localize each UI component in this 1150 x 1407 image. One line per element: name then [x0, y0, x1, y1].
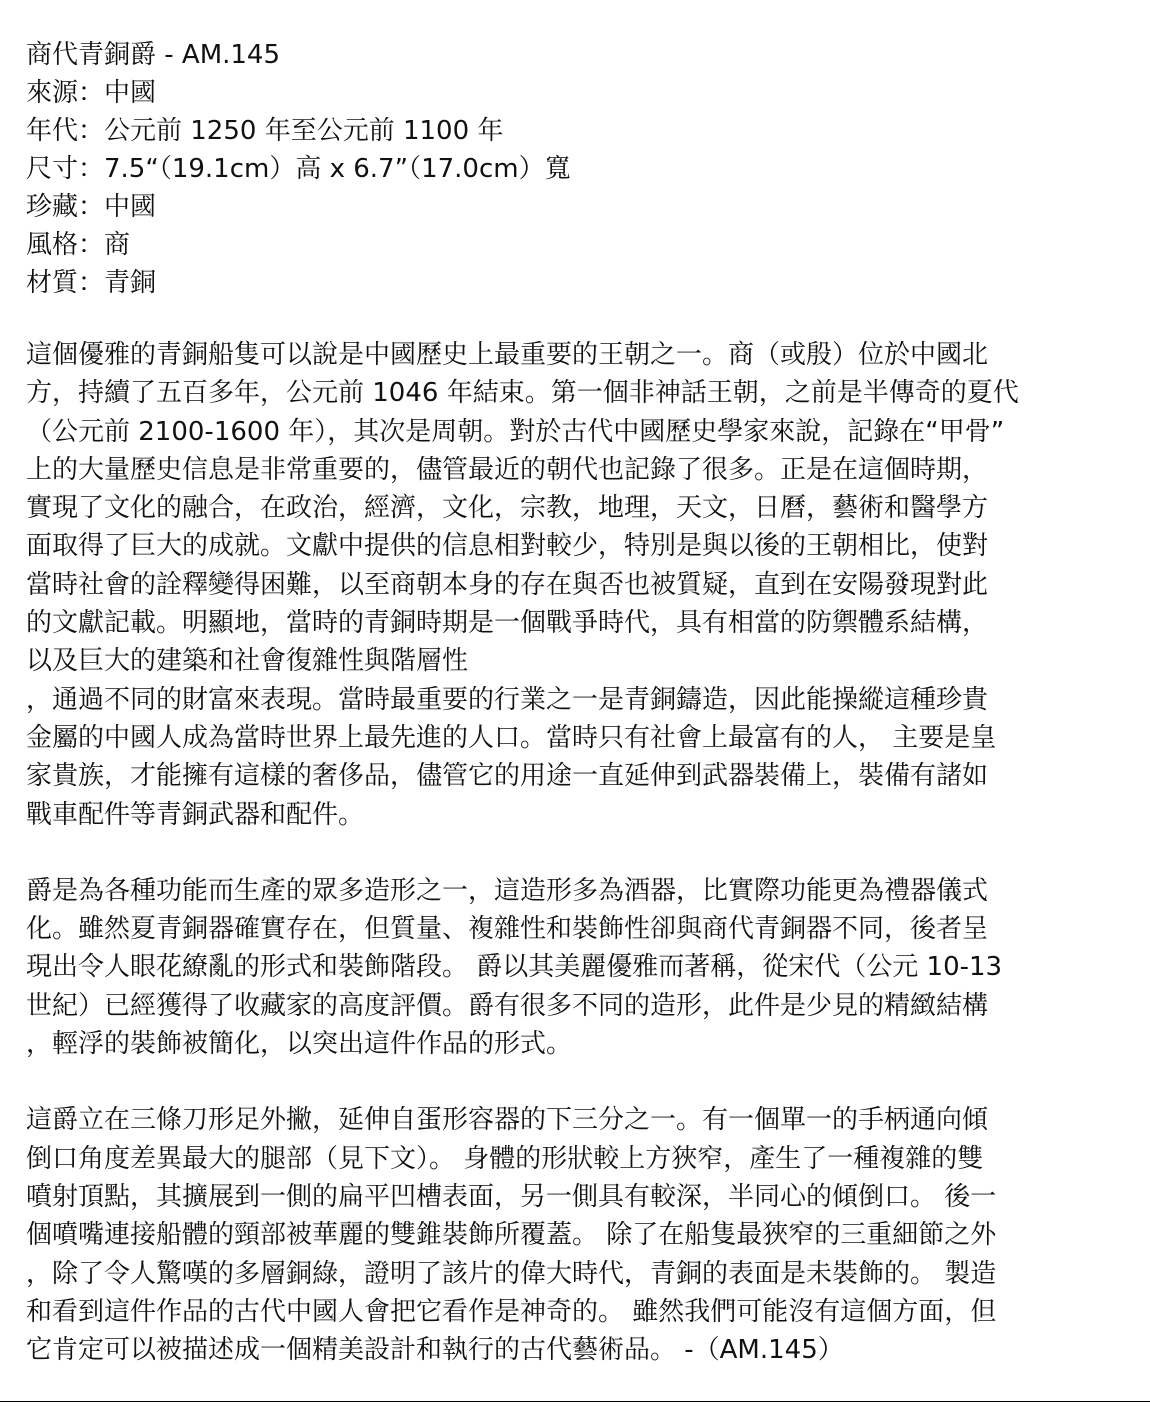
text-line: 它肯定可以被描述成一個精美設計和執行的古代藝術品。 -（AM.145）: [26, 1335, 844, 1366]
text-line: 面取得了巨大的成就。文獻中提供的信息相對較少，特別是與以後的王朝相比，使對: [26, 531, 989, 562]
date-line: 年代：公元前 1250 年至公元前 1100 年: [26, 116, 504, 146]
text-line: 方，持續了五百多年，公元前 1046 年結束。第一個非神話王朝，之前是半傳奇的夏代: [26, 378, 1019, 409]
text-line: 個噴嘴連接船體的頸部被華麗的雙錐裝飾所覆蓋。 除了在船隻最狹窄的三重細節之外: [26, 1220, 997, 1251]
jue-form-paragraph: [26, 872, 1126, 1063]
text-line: 實現了文化的融合，在政治，經濟，文化，宗教，地理，天文，日曆，藝術和醫學方: [26, 493, 989, 524]
text-line: （公元前 2100-1600 年），其次是周朝。對於古代中國歷史學家來說，記錄在“甲骨”: [26, 416, 1005, 447]
text-line: ，除了令人驚嘆的多層銅綠，證明了該片的偉大時代，青銅的表面是未裝飾的。 製造: [26, 1258, 997, 1289]
description-paragraph: [26, 1101, 1126, 1369]
text-line: 化。雖然夏青銅器確實存在，但質量、複雜性和裝飾性卻與商代青銅器不同，後者呈: [26, 914, 989, 945]
text-line: 以及巨大的建築和社會復雜性與階層性: [26, 646, 469, 677]
document-title: 商代青銅爵 - AM.145: [26, 40, 281, 70]
style-line: 風格：商: [26, 230, 131, 260]
text-line: 這爵立在三條刀形足外撇，延伸自蛋形容器的下三分之一。有一個單一的手柄通向傾: [26, 1105, 989, 1136]
bottom-divider: [0, 1401, 1150, 1402]
text-line: 世紀）已經獲得了收藏家的高度評價。爵有很多不同的造形，此件是少見的精緻結構: [26, 990, 989, 1021]
text-line: 噴射頂點，其擴展到一側的扁平凹槽表面，另一側具有較深，半同心的傾倒口。 後一: [26, 1181, 997, 1212]
history-paragraph: [26, 336, 1126, 834]
text-line: 和看到這件作品的古代中國人會把它看作是神奇的。 雖然我們可能沒有這個方面，但: [26, 1296, 997, 1327]
text-line: 金屬的中國人成為當時世界上最先進的人口。當時只有社會上最富有的人， 主要是皇: [26, 722, 997, 753]
artifact-details: [26, 36, 1126, 302]
text-line: 家貴族，才能擁有這樣的奢侈品，儘管它的用途一直延伸到武器裝備上，裝備有諸如: [26, 761, 989, 792]
text-line: 當時社會的詮釋變得困難，以至商朝本身的存在與否也被質疑，直到在安陽發現對此: [26, 569, 989, 600]
collection-line: 珍藏：中國: [26, 192, 157, 222]
size-line: 尺寸：7.5“（19.1cm）高 x 6.7”（17.0cm）寬: [26, 154, 571, 184]
text-line: 現出令人眼花繚亂的形式和裝飾階段。 爵以其美麗優雅而著稱，從宋代（公元 10-13: [26, 952, 1003, 983]
text-line: 倒口角度差異最大的腿部（見下文）。 身體的形狀較上方狹窄，產生了一種複雜的雙: [26, 1143, 984, 1174]
text-line: 這個優雅的青銅船隻可以說是中國歷史上最重要的王朝之一。商（或殷）位於中國北: [26, 340, 989, 370]
material-line: 材質：青銅: [26, 268, 157, 298]
text-line: 的文獻記載。明顯地，當時的青銅時期是一個戰爭時代，具有相當的防禦體系結構，: [26, 608, 989, 639]
origin-line: 來源：中國: [26, 78, 157, 108]
text-line: 戰車配件等青銅武器和配件。: [26, 799, 365, 830]
text-line: 爵是為各種功能而生產的眾多造形之一，這造形多為酒器，比實際功能更為禮器儀式: [26, 875, 989, 906]
text-line: 上的大量歷史信息是非常重要的，儘管最近的朝代也記錄了很多。正是在這個時期，: [26, 454, 989, 485]
document-body: [26, 36, 1126, 1407]
text-line: ，通過不同的財富來表現。當時最重要的行業之一是青銅鑄造，因此能操縱這種珍貴: [26, 684, 989, 715]
text-line: ，輕浮的裝飾被簡化，以突出這件作品的形式。: [26, 1029, 573, 1060]
